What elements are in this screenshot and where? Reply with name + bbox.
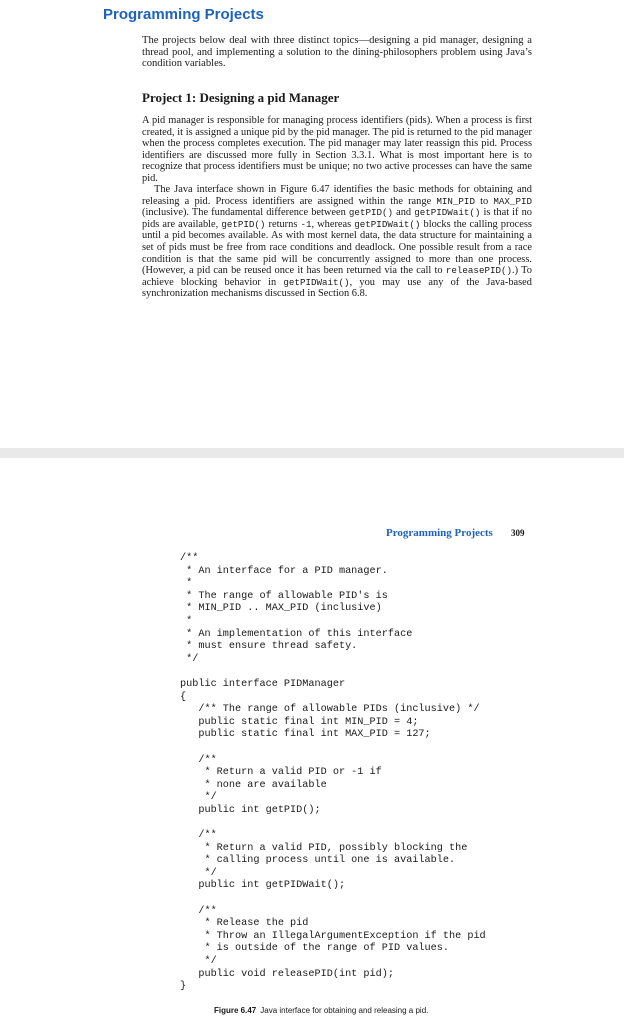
code-getpidwait: getPIDWait() <box>283 276 350 288</box>
intro-paragraph: The projects below deal with three distinct topics—designing a pid manager, designing a thread pool, and implementing a solution to the dining-philosophers problem using Java’s condition variables. <box>142 35 532 70</box>
code-getpid: getPID() <box>348 207 394 219</box>
text-run: blocks the calling process until a pid becomes available. As with most kernel data, the data structure for maintaining a set of pids must be free from race conditions and deadlock. One possible result from a race condition is that the same pid will be concurrently assigned to more than one process. (However, a pid can be reused once it has been returned via the call to <box>142 218 532 277</box>
text-run: to <box>474 195 494 207</box>
code-max-pid: MAX_PID <box>493 195 532 207</box>
section-heading: Programming Projects <box>103 6 264 23</box>
code-getpid: getPID() <box>221 218 266 230</box>
code-getpidwait: getPIDWait() <box>354 218 421 230</box>
text-run: , whereas <box>311 218 355 230</box>
text-run: The Java interface shown in Figure 6.47 identifies the basic methods for obtaining and releasing a pid. Process identifiers are assigned within the range <box>142 184 532 207</box>
text-run: .) To achieve blocking behavior in <box>142 265 532 288</box>
text-run: and <box>393 207 415 219</box>
code-getpidwait: getPIDWait() <box>414 207 481 219</box>
figure-label: Figure 6.47 <box>214 1006 257 1015</box>
text-run: (inclusive). The fundamental difference between <box>142 207 349 219</box>
running-head: Programming Projects <box>386 527 493 539</box>
code-min-pid: MIN_PID <box>436 195 475 207</box>
text-run: returns <box>265 218 301 230</box>
project-title: Project 1: Designing a pid Manager <box>142 90 340 105</box>
page-top <box>0 0 624 448</box>
paragraph-1: A pid manager is responsible for managing process identifiers (pids). When a process is first created, it is assigned a unique pid by the pid manager. The pid is returned to the pid manager when the process completes execution. The pid manager may later reassign this pid. Process identifiers are discussed more fully in Section 3.3.1. What is most important here is to recognize that process identifiers must be unique; no two active processes can have the same pid. <box>142 115 532 184</box>
paragraph-2 <box>142 184 532 299</box>
figure-caption-text: Java interface for obtaining and releasing a pid. <box>260 1006 429 1015</box>
page-separator <box>0 448 624 458</box>
text-run: , you may use any of the Java-based synchronization mechanisms discussed in Section 6.8. <box>142 276 532 300</box>
text-run: is that if no pids are available, <box>142 207 532 230</box>
project-body <box>142 115 532 300</box>
page-number: 309 <box>511 528 525 538</box>
figure-caption <box>214 1006 428 1015</box>
code-minus-one: -1 <box>300 218 312 230</box>
code-listing: /** * An interface for a PID manager. * * The range of allowable PID's is * MIN_PID .. MAX_PID (inclusive) * * An implementation of this interface * must ensure thread safety. */ public interface PIDManager { /** The range of allowable PIDs (inclusive) */ public static final int MIN_PID = 4; public static final int MAX_PID = 127; /** * Return a valid PID or -1 if * none are available */ public int getPID(); /** * Return a valid PID, possibly blocking the * calling process until one is available. */ public int getPIDWait(); /** * Release the pid * Throw an IllegalArgumentException if the pid * is outside of the range of PID values. */ public void releasePID(int pid); } <box>180 553 486 993</box>
code-releasepid: releasePID() <box>445 265 513 277</box>
